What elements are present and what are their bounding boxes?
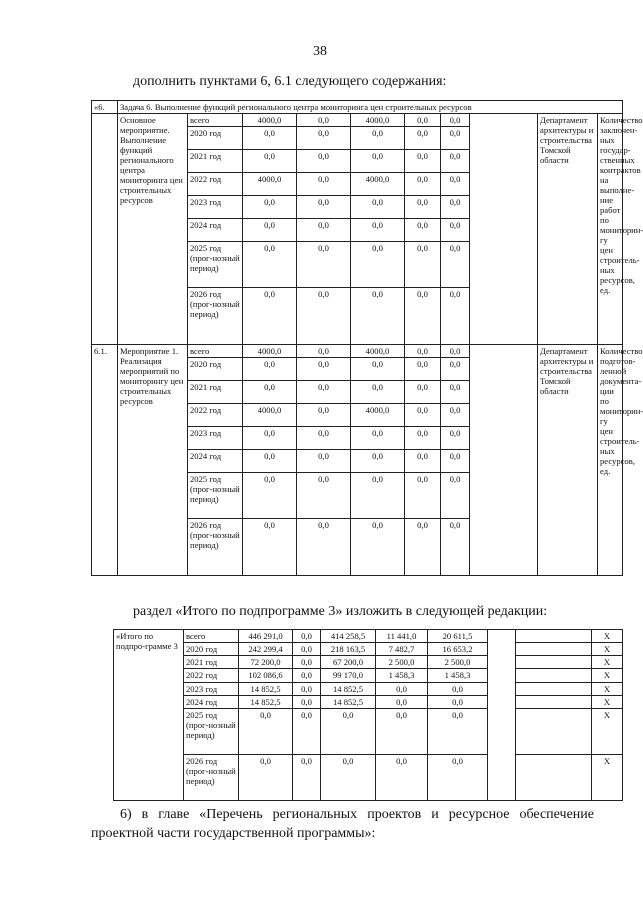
amount-cell: 0,0: [376, 755, 428, 801]
amount-cell: 0,0: [297, 519, 351, 576]
amount-cell: 0,0: [441, 358, 470, 381]
amount-cell: 0,0: [376, 709, 428, 755]
amount-cell: 0,0: [441, 288, 470, 345]
amount-cell: 0,0: [293, 696, 321, 709]
amount-cell: 0,0: [405, 473, 441, 519]
empty-cell: [516, 630, 592, 643]
program-table: [91, 100, 643, 576]
amount-cell: 14 852,5: [239, 683, 293, 696]
amount-cell: 0,0: [441, 450, 470, 473]
empty-cell: [516, 696, 592, 709]
period-cell: 2020 год: [188, 127, 243, 150]
amount-cell: 0,0: [441, 219, 470, 242]
amount-cell: 4000,0: [351, 114, 405, 127]
row-number: [92, 114, 118, 345]
amount-cell: 0,0: [441, 150, 470, 173]
amount-cell: 0,0: [441, 381, 470, 404]
empty-cell: [470, 114, 538, 345]
amount-cell: 0,0: [297, 450, 351, 473]
executor-cell: Департамент архитектуры и строительства Томской области: [538, 345, 598, 576]
amount-cell: 0,0: [243, 519, 297, 576]
amount-cell: 0,0: [428, 683, 488, 696]
table-row: [92, 114, 623, 127]
amount-cell: 0,0: [351, 127, 405, 150]
indicator-cell: Количество подготов-ленной документа-ции по мониторин-гу цен строитель-ных ресурсов, ед.: [598, 345, 623, 576]
amount-cell: 0,0: [297, 196, 351, 219]
amount-cell: 0,0: [239, 755, 293, 801]
period-cell: 2024 год: [188, 219, 243, 242]
x-cell: Х: [592, 755, 623, 801]
amount-cell: 0,0: [405, 196, 441, 219]
amount-cell: 4000,0: [243, 114, 297, 127]
amount-cell: 0,0: [297, 242, 351, 288]
amount-cell: 20 611,5: [428, 630, 488, 643]
empty-cell: [516, 709, 592, 755]
amount-cell: 0,0: [297, 427, 351, 450]
amount-cell: 0,0: [297, 358, 351, 381]
empty-cell: [516, 683, 592, 696]
amount-cell: 0,0: [405, 219, 441, 242]
x-cell: Х: [592, 643, 623, 656]
period-cell: 2022 год: [188, 404, 243, 427]
page-number: 38: [313, 44, 327, 59]
amount-cell: 14 852,5: [321, 683, 376, 696]
task-title: Задача 6. Выполнение функций регионального центра мониторинга цен строительных ресурсов: [118, 101, 623, 114]
amount-cell: 2 500,0: [428, 656, 488, 669]
total-row: [114, 656, 623, 669]
amount-cell: 0,0: [243, 450, 297, 473]
amount-cell: 0,0: [428, 755, 488, 801]
empty-cell: [516, 669, 592, 683]
amount-cell: 0,0: [243, 427, 297, 450]
period-cell: всего: [184, 630, 239, 643]
amount-cell: 4000,0: [351, 345, 405, 358]
amount-cell: 0,0: [243, 150, 297, 173]
amount-cell: 0,0: [405, 519, 441, 576]
period-cell: всего: [188, 345, 243, 358]
period-cell: 2022 год: [188, 173, 243, 196]
period-cell: 2025 год (прог-нозный период): [188, 473, 243, 519]
amount-cell: 0,0: [297, 404, 351, 427]
amount-cell: 0,0: [351, 427, 405, 450]
period-cell: 2020 год: [184, 643, 239, 656]
amount-cell: 72 200,0: [239, 656, 293, 669]
period-cell: 2020 год: [188, 358, 243, 381]
amount-cell: 0,0: [243, 219, 297, 242]
amount-cell: 0,0: [351, 473, 405, 519]
empty-cell: [516, 643, 592, 656]
period-cell: 2023 год: [188, 427, 243, 450]
table-row: [92, 345, 623, 358]
amount-cell: 0,0: [405, 381, 441, 404]
amount-cell: 102 086,6: [239, 669, 293, 683]
amount-cell: 0,0: [405, 358, 441, 381]
amount-cell: 0,0: [405, 427, 441, 450]
period-cell: 2023 год: [188, 196, 243, 219]
amount-cell: 11 441,0: [376, 630, 428, 643]
amount-cell: 0,0: [293, 656, 321, 669]
amount-cell: 414 258,5: [321, 630, 376, 643]
indicator-cell: Количество заключен-ных государ-ственных контрактов на выполне-ние работ по мониторин-гу цен строитель-ных ресурсов, ед.: [598, 114, 623, 345]
amount-cell: 0,0: [441, 242, 470, 288]
amount-cell: 0,0: [243, 127, 297, 150]
amount-cell: 0,0: [405, 450, 441, 473]
total-row: [114, 755, 623, 801]
total-row: [114, 669, 623, 683]
total-name: «Итого по подпро-грамме 3: [114, 630, 184, 801]
amount-cell: 0,0: [376, 696, 428, 709]
amount-cell: 0,0: [405, 242, 441, 288]
amount-cell: 0,0: [351, 358, 405, 381]
amount-cell: 0,0: [293, 683, 321, 696]
amount-cell: 99 170,0: [321, 669, 376, 683]
amount-cell: 0,0: [441, 127, 470, 150]
amount-cell: 0,0: [428, 696, 488, 709]
row-number: 6.1.: [92, 345, 118, 576]
amount-cell: 0,0: [351, 150, 405, 173]
total-row: [114, 630, 623, 643]
x-cell: Х: [592, 630, 623, 643]
amount-cell: 0,0: [297, 127, 351, 150]
task-row: [92, 101, 623, 114]
total-row: [114, 643, 623, 656]
amount-cell: 0,0: [351, 519, 405, 576]
period-cell: 2023 год: [184, 683, 239, 696]
executor-cell: Департамент архитектуры и строительства Томской области: [538, 114, 598, 345]
amount-cell: 0,0: [351, 219, 405, 242]
x-cell: Х: [592, 696, 623, 709]
intro-text: дополнить пунктами 6, 6.1 следующего содержания:: [133, 74, 447, 89]
amount-cell: 0,0: [441, 114, 470, 127]
closing-text-1: 6) в главе «Перечень региональных проектов и ресурсное обеспечение: [120, 807, 594, 822]
amount-cell: 0,0: [297, 345, 351, 358]
amount-cell: 0,0: [297, 219, 351, 242]
amount-cell: 0,0: [405, 173, 441, 196]
period-cell: 2025 год (прог-нозный период): [184, 709, 239, 755]
amount-cell: 4000,0: [351, 173, 405, 196]
amount-cell: 0,0: [293, 709, 321, 755]
amount-cell: 0,0: [351, 381, 405, 404]
amount-cell: 0,0: [243, 242, 297, 288]
period-cell: 2021 год: [184, 656, 239, 669]
amount-cell: 14 852,5: [321, 696, 376, 709]
amount-cell: 1 458,3: [376, 669, 428, 683]
closing-text-2: проектной части государственной программы»:: [91, 826, 376, 841]
amount-cell: 0,0: [243, 473, 297, 519]
period-cell: 2026 год (прог-нозный период): [188, 519, 243, 576]
amount-cell: 0,0: [351, 242, 405, 288]
amount-cell: 446 291,0: [239, 630, 293, 643]
amount-cell: 67 200,0: [321, 656, 376, 669]
empty-cell: [470, 345, 538, 576]
amount-cell: 0,0: [243, 358, 297, 381]
empty-cell: [516, 656, 592, 669]
amount-cell: 0,0: [405, 345, 441, 358]
total-row: [114, 696, 623, 709]
amount-cell: 0,0: [321, 709, 376, 755]
amount-cell: 0,0: [297, 381, 351, 404]
x-cell: Х: [592, 656, 623, 669]
empty-cell: [488, 630, 516, 801]
amount-cell: 4000,0: [243, 345, 297, 358]
amount-cell: 0,0: [243, 381, 297, 404]
amount-cell: 4000,0: [243, 173, 297, 196]
amount-cell: 0,0: [405, 288, 441, 345]
amount-cell: 0,0: [293, 755, 321, 801]
amount-cell: 218 163,5: [321, 643, 376, 656]
total-row: [114, 683, 623, 696]
total-row: [114, 709, 623, 755]
amount-cell: 0,0: [441, 173, 470, 196]
amount-cell: 7 482,7: [376, 643, 428, 656]
activity-name: Мероприятие 1. Реализация мероприятий по мониторингу цен строительных ресурсов: [118, 345, 188, 576]
period-cell: 2021 год: [188, 150, 243, 173]
empty-cell: [516, 755, 592, 801]
section-text: раздел «Итого по подпрограмме 3» изложить в следующей редакции:: [133, 604, 548, 619]
amount-cell: 0,0: [405, 114, 441, 127]
amount-cell: 0,0: [441, 427, 470, 450]
amount-cell: 1 458,3: [428, 669, 488, 683]
period-cell: 2024 год: [188, 450, 243, 473]
amount-cell: 0,0: [243, 288, 297, 345]
x-cell: Х: [592, 709, 623, 755]
amount-cell: 0,0: [297, 473, 351, 519]
amount-cell: 0,0: [239, 709, 293, 755]
amount-cell: 0,0: [243, 196, 297, 219]
amount-cell: 0,0: [351, 288, 405, 345]
amount-cell: 0,0: [405, 127, 441, 150]
amount-cell: 4000,0: [243, 404, 297, 427]
amount-cell: 0,0: [297, 114, 351, 127]
amount-cell: 0,0: [405, 404, 441, 427]
period-cell: 2021 год: [188, 381, 243, 404]
amount-cell: 0,0: [293, 643, 321, 656]
period-cell: 2024 год: [184, 696, 239, 709]
amount-cell: 0,0: [441, 345, 470, 358]
period-cell: 2025 год (прог-нозный период): [188, 242, 243, 288]
period-cell: 2026 год (прог-нозный период): [188, 288, 243, 345]
amount-cell: 242 299,4: [239, 643, 293, 656]
amount-cell: 14 852,5: [239, 696, 293, 709]
amount-cell: 0,0: [405, 150, 441, 173]
x-cell: Х: [592, 683, 623, 696]
amount-cell: 4000,0: [351, 404, 405, 427]
amount-cell: 16 653,2: [428, 643, 488, 656]
period-cell: 2022 год: [184, 669, 239, 683]
amount-cell: 0,0: [428, 709, 488, 755]
activity-name: Основное мероприятие. Выполнение функций регионального центра мониторинга цен строительных ресурсов: [118, 114, 188, 345]
period-cell: всего: [188, 114, 243, 127]
amount-cell: 0,0: [293, 630, 321, 643]
amount-cell: 0,0: [441, 196, 470, 219]
amount-cell: 0,0: [297, 150, 351, 173]
amount-cell: 0,0: [321, 755, 376, 801]
amount-cell: 0,0: [293, 669, 321, 683]
x-cell: Х: [592, 669, 623, 683]
amount-cell: 2 500,0: [376, 656, 428, 669]
period-cell: 2026 год (прог-нозный период): [184, 755, 239, 801]
amount-cell: 0,0: [441, 519, 470, 576]
amount-cell: 0,0: [441, 404, 470, 427]
task-number: «6.: [92, 101, 118, 114]
amount-cell: 0,0: [376, 683, 428, 696]
amount-cell: 0,0: [351, 450, 405, 473]
amount-cell: 0,0: [297, 173, 351, 196]
total-table: [113, 629, 623, 801]
amount-cell: 0,0: [297, 288, 351, 345]
amount-cell: 0,0: [351, 196, 405, 219]
amount-cell: 0,0: [441, 473, 470, 519]
